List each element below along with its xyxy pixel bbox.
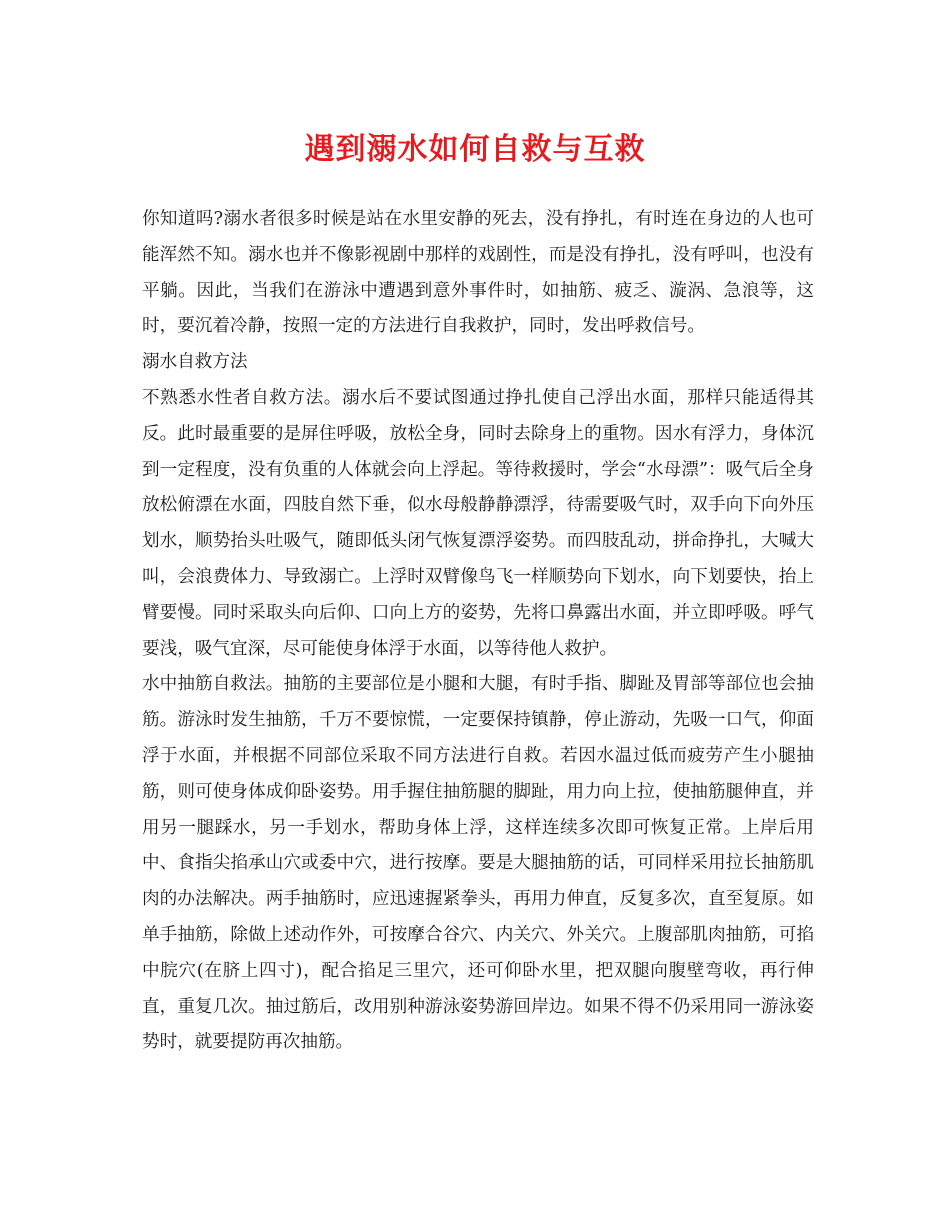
section-heading: 溺水自救方法 [142,352,248,373]
document-title: 遇到溺水如何自救与互救 [304,132,646,167]
paragraph-cramp-self-rescue: 水中抽筋自救法。抽筋的主要部位是小腿和大腿，有时手指、脚趾及胃部等部位也会抽筋。游泳时发生抽筋，千万不要惊慌，一定要保持镇静，停止游动，先吸一口气，仰面浮于水面，并根据不同部位采取不同方法进行自救。若因水温过低而疲劳产生小腿抽筋，则可使身体成仰卧姿势。用手握住抽筋腿的脚趾，用力向上拉，使抽筋腿伸直，并用另一腿踩水，另一手划水，帮助身体上浮，这样连续多次即可恢复正常。上岸后用中、食指尖掐承山穴或委中穴，进行按摩。要是大腿抽筋的话，可同样采用拉长抽筋肌肉的办法解决。两手抽筋时，应迅速握紧拳头，再用力伸直，反复多次，直至复原。如单手抽筋，除做上述动作外，可按摩合谷穴、内关穴、外关穴。上腹部肌肉抽筋，可掐中脘穴(在脐上四寸)，配合掐足三里穴，还可仰卧水里，把双腿向腹壁弯收，再行伸直，重复几次。抽过筋后，改用别种游泳姿势游回岸边。如果不得不仍采用同一游泳姿势时，就要提防再次抽筋。 [142,674,814,1053]
paragraph-non-swimmer-self-rescue: 不熟悉水性者自救方法。溺水后不要试图通过挣扎使自己浮出水面，那样只能适得其反。此时最重要的是屏住呼吸，放松全身，同时去除身上的重物。因水有浮力，身体沉到一定程度，没有负重的人体就会向上浮起。等待救援时，学会“水母漂”：吸气后全身放松俯漂在水面，四肢自然下垂，似水母般静静漂浮，待需要吸气时，双手向下向外压划水，顺势抬头吐吸气，随即低头闭气恢复漂浮姿势。而四肢乱动，拼命挣扎，大喊大叫，会浪费体力、导致溺亡。上浮时双臂像鸟飞一样顺势向下划水，向下划要快，抬上臂要慢。同时采取头向后仰、口向上方的姿势，先将口鼻露出水面，并立即呼吸。呼气要浅，吸气宜深，尽可能使身体浮于水面，以等待他人救护。 [142,387,814,659]
document-body [142,202,814,1061]
paragraph-intro: 你知道吗?溺水者很多时候是站在水里安静的死去，没有挣扎，有时连在身边的人也可能浑然不知。溺水也并不像影视剧中那样的戏剧性，而是没有挣扎，没有呼叫，也没有平躺。因此，当我们在游泳中遭遇到意外事件时，如抽筋、疲乏、漩涡、急浪等，这时，要沉着冷静，按照一定的方法进行自我救护，同时，发出呼救信号。 [142,209,814,337]
